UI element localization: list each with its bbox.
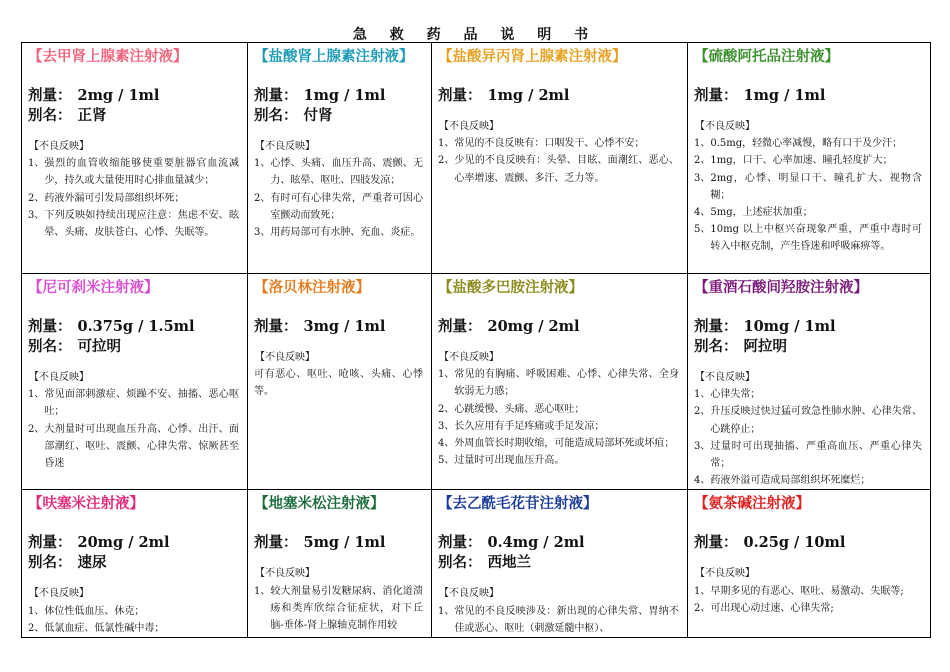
drug-spec (438, 86, 687, 106)
drug-spec (254, 317, 431, 337)
drug-spec (438, 533, 687, 573)
dose-value: 20mg / 2ml (77, 534, 170, 552)
dose-line (28, 533, 247, 553)
reaction-number: 4、 (694, 475, 711, 487)
reaction-text: 升压反映过快过猛可致急性肺水肿、心律失常、心跳停止； (710, 406, 922, 435)
dose-value: 5mg / 1ml (303, 534, 386, 552)
drug-card (22, 274, 248, 490)
reactions-heading: 【不良反映】 (29, 141, 89, 152)
drug-card (432, 274, 688, 490)
drug-row (22, 490, 931, 638)
reaction-number: 1、 (694, 389, 711, 401)
reactions-heading: 【不良反映】 (439, 121, 499, 132)
page-title: 急 救 药 品 说 明 书 (352, 27, 598, 43)
alias-value: 付肾 (303, 107, 333, 124)
reaction-item (438, 435, 679, 452)
dose-value: 3mg / 1ml (303, 318, 386, 335)
reaction-number: 1、 (254, 158, 271, 170)
reaction-item (28, 155, 239, 189)
dose-value: 1mg / 1ml (303, 87, 386, 104)
drug-spec (28, 533, 247, 573)
reaction-number: 2、 (694, 155, 711, 167)
dose-line (28, 317, 247, 337)
reactions-heading: 【不良反映】 (695, 568, 755, 580)
reaction-item (438, 135, 679, 152)
reaction-item (694, 170, 922, 204)
alias-value: 可拉明 (77, 338, 121, 355)
reaction-number: 2、 (28, 192, 45, 204)
dose-label: 剂量： (254, 87, 298, 104)
reaction-item (694, 438, 922, 472)
drug-card (248, 490, 432, 638)
reaction-number: 3、 (694, 172, 711, 184)
reaction-item (438, 603, 679, 637)
alias-value: 速尿 (77, 554, 107, 572)
adverse-reactions (28, 369, 247, 472)
reaction-number: 5、 (694, 224, 711, 236)
adverse-reactions (254, 349, 431, 401)
reaction-item (438, 366, 679, 400)
alias-label: 别名： (28, 338, 72, 355)
alias-line (438, 553, 687, 573)
reaction-text: 2mg，心悸、明显口干、瞳孔扩大、视物含糊； (710, 172, 922, 201)
adverse-reactions (254, 138, 431, 241)
reaction-number: 1、 (28, 158, 45, 170)
drug-card (248, 274, 432, 490)
adverse-reactions (28, 585, 247, 637)
reaction-item (28, 603, 239, 620)
reaction-item (254, 583, 423, 635)
dose-value: 0.375g / 1.5ml (77, 318, 195, 335)
drug-card (22, 490, 248, 638)
drug-title: 【洛贝林注射液】 (254, 279, 370, 296)
reaction-text: 心跳缓慢、头痛、恶心呕吐； (454, 403, 585, 415)
adverse-reactions (28, 138, 247, 241)
reaction-item (438, 452, 679, 469)
reaction-item (438, 418, 679, 435)
alias-line (28, 106, 247, 126)
reaction-number: 2、 (254, 192, 271, 204)
alias-line (28, 337, 247, 357)
drug-title: 【氨茶碱注射液】 (694, 495, 810, 513)
alias-line (254, 106, 431, 126)
reaction-item (694, 403, 922, 437)
dose-line (254, 317, 431, 337)
reaction-number: 4、 (694, 207, 711, 219)
alias-label: 别名： (438, 554, 482, 572)
reactions-heading: 【不良反映】 (255, 568, 315, 580)
drug-spec (438, 317, 687, 337)
reaction-item (694, 152, 922, 169)
drug-info-table (21, 42, 931, 638)
reaction-item (438, 401, 679, 418)
reaction-number: 1、 (438, 369, 455, 381)
reaction-item (28, 620, 239, 637)
adverse-reactions (254, 565, 431, 634)
drug-spec (694, 533, 930, 553)
reaction-number: 3、 (694, 440, 711, 452)
alias-value: 西地兰 (487, 554, 531, 572)
drug-card (688, 490, 931, 638)
reaction-text: 过量时可出现血压升高。 (454, 455, 565, 467)
dose-value: 0.4mg / 2ml (487, 534, 585, 552)
reaction-text: 用药局部可有水肿、充血、炎症。 (270, 227, 421, 239)
drug-title: 【盐酸多巴胺注射液】 (438, 279, 583, 296)
dose-value: 20mg / 2ml (487, 318, 580, 335)
reaction-text: 低氯血症、低氯性碱中毒； (44, 622, 165, 634)
dose-label: 剂量： (438, 318, 482, 335)
reaction-text: 常见面部刺激症、烦躁不安、抽搐、恶心呕吐； (44, 389, 239, 418)
reactions-heading: 【不良反映】 (439, 352, 499, 363)
reaction-number: 1、 (28, 389, 45, 401)
dose-line (694, 533, 930, 553)
reaction-number: 2、 (438, 155, 455, 167)
reaction-text: 心悸、头痛、血压升高、震颤、无力、眩晕、呕吐、四肢发凉； (270, 158, 423, 187)
drug-spec (28, 86, 247, 126)
reaction-number: 2、 (694, 602, 711, 614)
drug-card (248, 43, 432, 274)
reaction-text: 常见的不良反映涉及：新出现的心律失常、胃纳不佳或恶心、呕吐（刺激延髓中枢）、 (454, 605, 679, 634)
reaction-text: 药液外溢可造成局部组织坏死糜烂； (710, 475, 871, 487)
alias-label: 别名： (694, 338, 738, 355)
reaction-text: 常见的有胸痛、呼吸困难、心悸、心律失常、全身软弱无力感； (454, 369, 679, 398)
reaction-item (694, 204, 922, 221)
reaction-number: 5、 (438, 455, 455, 467)
adverse-reactions (694, 565, 930, 617)
reaction-text: 有时可有心律失常，严重者可因心室颤动而致死； (270, 192, 423, 221)
alias-label: 别名： (28, 107, 72, 124)
reaction-text: 较大剂量易引发糖尿病、消化道溃疡和类库欣综合征症状，对下丘脑-垂体-肾上腺轴克制作用较 (270, 585, 423, 632)
dose-label: 剂量： (254, 534, 298, 552)
reaction-item (694, 386, 922, 403)
dose-value: 1mg / 2ml (487, 87, 570, 104)
dose-line (254, 86, 431, 106)
drug-row (22, 274, 931, 490)
reaction-text: 药液外漏可引发局部组织坏死； (44, 192, 185, 204)
adverse-reactions (438, 118, 687, 187)
dose-label: 剂量： (694, 534, 738, 552)
reaction-number: 2、 (694, 406, 711, 418)
reaction-number: 2、 (28, 622, 45, 634)
dose-value: 0.25g / 10ml (743, 534, 846, 552)
reaction-number: 2、 (28, 423, 45, 435)
dose-value: 10mg / 1ml (743, 318, 836, 335)
drug-spec (694, 317, 930, 357)
reaction-text: 常见的不良反映有：口咽发干、心悸不安； (454, 138, 645, 150)
reactions-heading: 【不良反映】 (29, 372, 89, 383)
reaction-text: 下列反映如持续出现应注意：焦虑不安、眩晕、头痛、皮肤苍白、心悸、失眠等。 (44, 209, 239, 239)
reaction-item (254, 155, 423, 189)
reactions-heading: 【不良反映】 (255, 141, 315, 152)
drug-card (688, 274, 931, 490)
reaction-number: 1、 (254, 585, 271, 597)
reaction-text: 可有恶心、呕吐、呛咳、头痛、心悸等。 (254, 369, 423, 398)
reaction-text: 体位性低血压、休克； (44, 605, 145, 617)
reaction-text: 长久应用有手足疼痛或手足发凉； (454, 420, 605, 432)
reaction-item (28, 421, 239, 473)
drug-card (432, 490, 688, 638)
reaction-text: 少见的不良反映有：头晕、目眩、面潮红、恶心、心率增速、震颤、多汗、乏力等。 (454, 155, 679, 184)
reaction-item (28, 386, 239, 420)
dose-value: 1mg / 1ml (743, 87, 826, 104)
drug-row (22, 43, 931, 274)
dose-line (438, 86, 687, 106)
drug-title: 【呋塞米注射液】 (28, 495, 144, 513)
drug-spec (254, 533, 431, 553)
reaction-number: 1、 (438, 138, 455, 150)
reaction-text: 10mg 以上中枢兴奋现象严重，严重中毒时可转入中枢克制，产生昏迷和呼吸麻痹等。 (710, 224, 922, 253)
reaction-item (694, 600, 922, 617)
dose-line (694, 317, 930, 337)
drug-title: 【重酒石酸间羟胺注射液】 (694, 279, 868, 296)
drug-card (432, 43, 688, 274)
drug-title: 【盐酸异丙肾上腺素注射液】 (438, 48, 627, 65)
dose-value: 2mg / 1ml (77, 87, 160, 104)
reactions-heading: 【不良反映】 (255, 352, 315, 363)
drug-title: 【硫酸阿托品注射液】 (694, 48, 839, 65)
reaction-number: 3、 (254, 227, 271, 239)
reaction-number: 4、 (438, 438, 455, 450)
drug-title: 【盐酸肾上腺素注射液】 (254, 48, 414, 65)
reaction-text: 可出现心动过速、心律失常; (710, 602, 834, 614)
reaction-text: 过量时可出现抽搐、严重高血压、严重心律失常； (710, 440, 922, 470)
alias-line (694, 337, 930, 357)
reactions-heading: 【不良反映】 (695, 372, 755, 383)
alias-value: 正肾 (77, 107, 107, 124)
reaction-number: 3、 (438, 420, 455, 432)
reaction-item (438, 152, 679, 186)
drug-card (22, 43, 248, 274)
dose-label: 剂量： (438, 534, 482, 552)
adverse-reactions (694, 118, 930, 256)
reaction-number: 1、 (694, 585, 711, 597)
dose-line (438, 533, 687, 553)
dose-label: 剂量： (28, 87, 72, 104)
adverse-reactions (438, 349, 687, 469)
drug-card (688, 43, 931, 274)
reactions-heading: 【不良反映】 (29, 588, 89, 600)
reaction-text: 强烈的血管收缩能够使重要脏器官血流减少，持久或大量使用时心排血量减少； (44, 158, 239, 187)
dose-label: 剂量： (438, 87, 482, 104)
dose-label: 剂量： (28, 534, 72, 552)
reaction-item (28, 207, 239, 241)
reaction-item (694, 583, 922, 600)
dose-line (438, 317, 687, 337)
reactions-heading: 【不良反映】 (439, 588, 499, 600)
reaction-item (694, 221, 922, 255)
drug-spec (28, 317, 247, 357)
reaction-item (254, 190, 423, 224)
alias-value: 阿拉明 (743, 338, 787, 355)
reaction-item (254, 224, 423, 241)
reactions-heading: 【不良反映】 (695, 121, 755, 132)
drug-title: 【去甲肾上腺素注射液】 (28, 48, 188, 65)
reaction-item (28, 190, 239, 207)
reaction-number: 1、 (28, 605, 45, 617)
reaction-text: 外周血管长时期收缩，可能造成局部坏死或坏疽； (454, 438, 675, 450)
reaction-text: 早期多见的有恶心、呕吐、易激动、失眠等; (710, 585, 904, 597)
dose-label: 剂量： (28, 318, 72, 335)
drug-title: 【地塞米松注射液】 (254, 495, 385, 513)
alias-label: 别名： (254, 107, 298, 124)
reaction-number: 1、 (438, 605, 455, 617)
reaction-text: 1mg，口干、心率加速、瞳孔轻度扩大； (710, 155, 893, 167)
reaction-text: 大剂量时可出现血压升高、心悸、出汗、面部潮红、呕吐、震颤、心律失常、惊厥甚至昏迷 (44, 423, 239, 470)
alias-label: 别名： (28, 554, 72, 572)
drug-title: 【尼可刹米注射液】 (28, 279, 159, 296)
reaction-item (694, 135, 922, 152)
dose-line (694, 86, 930, 106)
drug-spec (254, 86, 431, 126)
reaction-number: 2、 (438, 403, 455, 415)
reaction-number: 3、 (28, 209, 45, 221)
reaction-item (694, 472, 922, 489)
reaction-text: 心律失常； (710, 389, 761, 401)
alias-line (28, 553, 247, 573)
drug-title: 【去乙酰毛花苷注射液】 (438, 495, 598, 513)
dose-line (254, 533, 431, 553)
reaction-text: 0.5mg，轻微心率减慢，略有口干及少汗； (710, 138, 903, 150)
reaction-text: 5mg，上述症状加重； (710, 207, 813, 219)
reaction-number: 1、 (694, 138, 711, 150)
dose-label: 剂量： (694, 318, 738, 335)
dose-label: 剂量： (254, 318, 298, 335)
dose-line (28, 86, 247, 106)
drug-spec (694, 86, 930, 106)
adverse-reactions (694, 369, 930, 489)
dose-label: 剂量： (694, 87, 738, 104)
adverse-reactions (438, 585, 687, 637)
reaction-item (254, 366, 423, 400)
